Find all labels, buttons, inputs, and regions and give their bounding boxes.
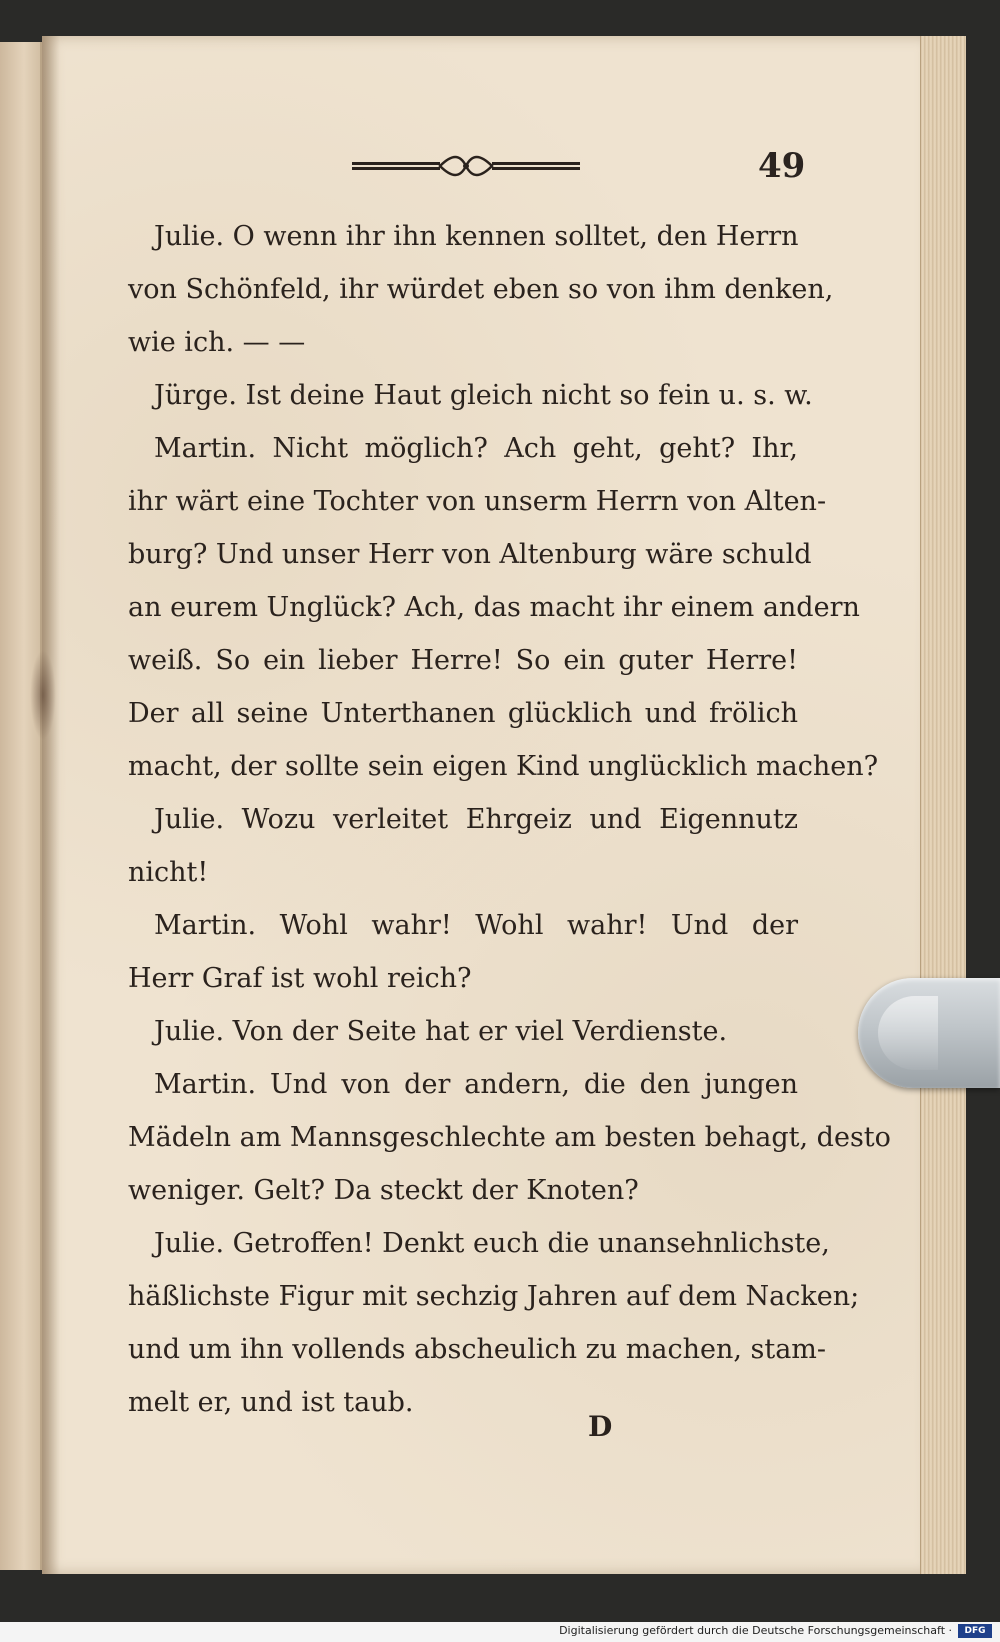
spine-shadow [42,36,60,1574]
text-line: weiß. So ein lieber Herre! So ein guter Herre! [128,645,798,676]
facing-page-edge [0,42,42,1570]
text-line: Julie. Getroffen! Denkt euch die unansehnlichste, [154,1228,830,1259]
text-line: macht, der sollte sein eigen Kind unglücklich machen? [128,751,879,782]
text-line: Mädeln am Mannsgeschlechte am besten behagt, desto [128,1122,891,1153]
text-line: Martin. Nicht möglich? Ach geht, geht? Ihr, [154,433,798,464]
text-line: burg? Und unser Herr von Altenburg wäre schuld [128,539,812,570]
text-line: nicht! [128,857,209,888]
text-line: Martin. Und von der andern, die den jungen [154,1069,798,1100]
page-number: 49 [758,146,806,186]
page-clip [858,978,1000,1088]
header-ornament [352,152,580,180]
page-block-edge [920,36,966,1574]
catchword: D [588,1410,613,1443]
text-line: Julie. Von der Seite hat er viel Verdienste. [154,1016,728,1047]
text-line: melt er, und ist taub. [128,1387,414,1418]
text-line: und um ihn vollends abscheulich zu machen, stam- [128,1334,827,1365]
text-line: häßlichste Figur mit sechzig Jahren auf dem Nacken; [128,1281,860,1312]
text-line: Herr Graf ist wohl reich? [128,963,472,994]
paper-stain [30,650,56,740]
text-line: an eurem Unglück? Ach, das macht ihr einem andern [128,592,860,623]
text-line: Julie. Wozu verleitet Ehrgeiz und Eigennutz [154,804,798,835]
text-line: Jürge. Ist deine Haut gleich nicht so fein u. s. w. [154,380,813,411]
clip-highlight [878,996,938,1070]
text-line: Martin. Wohl wahr! Wohl wahr! Und der [154,910,798,941]
text-line: Julie. O wenn ihr ihn kennen solltet, den Herrn [154,221,799,252]
page-text [128,210,891,1429]
text-line: von Schönfeld, ihr würdet eben so von ihm denken, [128,274,834,305]
text-line: weniger. Gelt? Da steckt der Knoten? [128,1175,639,1206]
text-line: wie ich. — — [128,327,306,358]
dfg-logo: DFG [958,1624,992,1638]
text-line: ihr wärt eine Tochter von unserm Herrn von Alten- [128,486,827,517]
text-line: Der all seine Unterthanen glücklich und frölich [128,698,798,729]
digitization-credit: Digitalisierung gefördert durch die Deutsche Forschungsgemeinschaft · [559,1624,952,1637]
